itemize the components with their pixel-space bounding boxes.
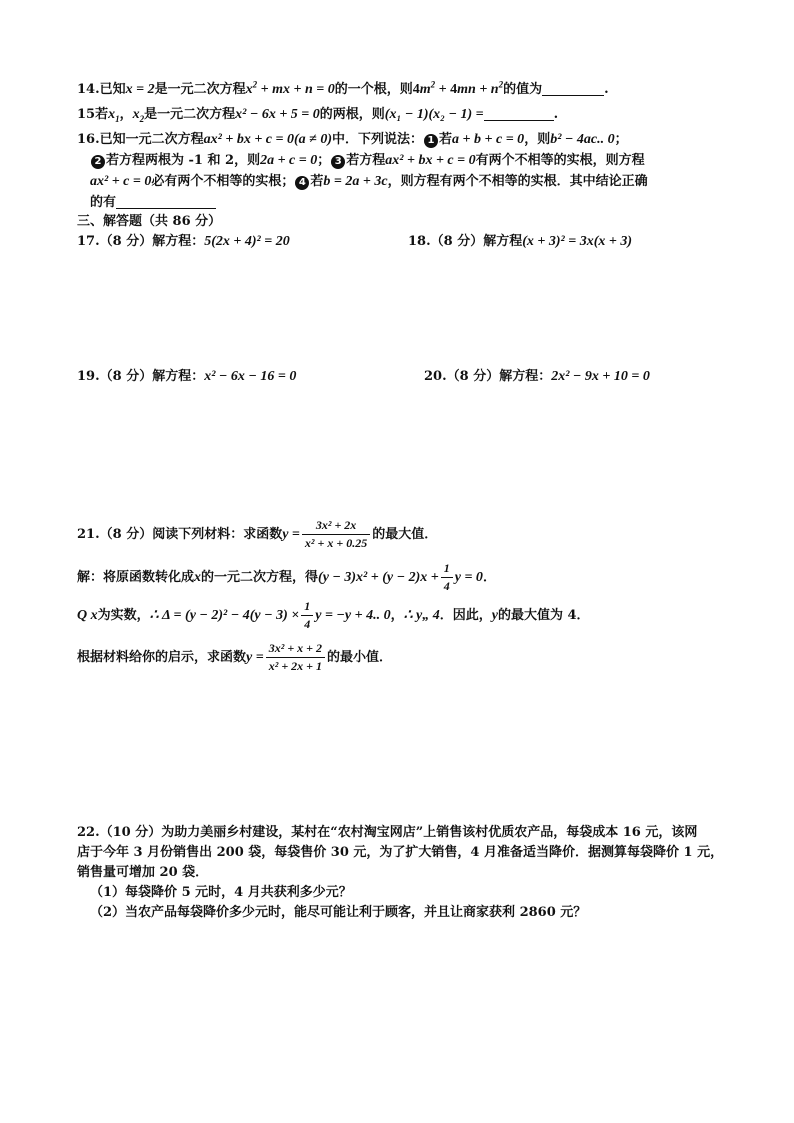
section-heading: 三、解答题（共 86 分） — [77, 214, 222, 229]
math-expression: ∴ Δ = (y − 2)² − 4(y − 3) × — [149, 608, 300, 623]
math-expression: ax² + bx + c = 0(a ≠ 0) — [203, 132, 332, 147]
math-expression: b² − 4ac.. 0 — [550, 132, 615, 147]
question-18: 18.（8 分）解方程(x + 3)² = 3x(x + 3) — [408, 234, 632, 249]
math-expression: 2a + c = 0 — [260, 153, 318, 168]
question-16-line-2: 2 若方程两根为 -1 和 2，则2a + c = 0； 3 若方程ax² + bx + c = 0有两个不相等的实根，则方程 — [90, 151, 645, 171]
question-21: 21.（8 分）阅读下列材料：求函数y = $\frac{\text{3x² + 2x}}{\text{x² + x + 0.25}}$ 的最大值． — [77, 518, 438, 550]
question-number: 14. — [77, 82, 100, 97]
circled-number-3: 3 — [331, 155, 345, 169]
math-expression: b = 2a + 3c — [323, 174, 388, 189]
math-expression: $x_2$ — [132, 107, 145, 124]
math-expression: a + b + c = 0 — [452, 132, 525, 147]
math-expression: 2x² − 9x + 10 = 0 — [551, 369, 650, 384]
math-expression: $4m^2 + 4mn + n^2$ — [412, 79, 504, 97]
fraction: $\frac{\text{3x² + x + 2}}{\text{x² + 2x + 1}}$ — [266, 641, 325, 674]
question-19: 19.（8 分）解方程：x² − 6x − 16 = 0 — [77, 369, 297, 384]
question-22-line-2: 店于今年 3 月份销售出 200 袋，每袋售价 30 元，为了扩大销售，4 月准备适当降价．据测算每袋降价 1 元， — [77, 845, 724, 860]
question-22-sub-2: （2）当农产品每袋降价多少元时，能尽可能让利于顾客，并且让商家获利 2860 元？ — [90, 905, 587, 920]
question-number: 15 — [77, 107, 96, 122]
math-expression: ax² + c = 0 — [90, 174, 152, 189]
math-expression: (x + 3)² = 3x(x + 3) — [522, 234, 632, 249]
fraction: $\frac{1}{4}$ — [301, 599, 313, 632]
math-expression: x = 2 — [125, 82, 155, 97]
question-17: 17.（8 分）解方程：5(2x + 4)² = 20 — [77, 234, 290, 249]
question-22-line-3: 销售量可增加 20 袋． — [77, 865, 209, 880]
question-number: 20. — [424, 369, 447, 384]
question-number: 17. — [77, 234, 100, 249]
question-20: 20.（8 分）解方程：2x² − 9x + 10 = 0 — [424, 369, 650, 384]
question-number: 18. — [408, 234, 431, 249]
math-expression: $x^2$ + mx + n = 0 — [245, 79, 335, 97]
question-16-line-4: 的有 — [90, 193, 216, 213]
answer-blank[interactable] — [116, 194, 216, 209]
question-21-solution-line-2: Q x为实数，∴ Δ = (y − 2)² − 4(y − 3) × $\frac{1}{4}$ y = −y + 4.. 0，∴ y„ 4．因此，y的最大值为 4． — [77, 599, 590, 631]
math-expression: x² − 6x − 16 = 0 — [204, 369, 297, 384]
math-expression: $x_1$ — [108, 107, 120, 124]
fraction: $\frac{1}{4}$ — [441, 561, 453, 594]
math-expression: x² − 6x + 5 = 0 — [235, 107, 320, 122]
question-number: 16. — [77, 132, 100, 147]
math-expression: y = −y + 4.. 0 — [315, 608, 391, 623]
question-21-solution-line-1: 解：将原函数转化成x的一元二次方程，得(y − 3)x² + (y − 2)x + $\frac{1}{4}$ y = 0． — [77, 561, 496, 593]
math-expression: y = 0 — [454, 570, 483, 585]
circled-number-4: 4 — [295, 176, 309, 190]
question-number: 19. — [77, 369, 100, 384]
math-expression: ∴ y„ 4 — [403, 608, 440, 623]
answer-blank[interactable] — [542, 81, 604, 96]
question-number: 22. — [77, 825, 100, 840]
answer-blank[interactable] — [484, 106, 554, 121]
math-expression: (y − 3)x² + (y − 2)x + — [318, 570, 439, 585]
circled-number-1: 1 — [424, 134, 438, 148]
question-16-line-1: 16.已知一元二次方程ax² + bx + c = 0(a ≠ 0)中．下列说法： 1 若a + b + c = 0，则b² − 4ac.. 0； — [77, 132, 628, 147]
math-expression: ax² + bx + c = 0 — [385, 153, 476, 168]
circled-number-2: 2 — [91, 155, 105, 169]
math-expression: (x₁ − 1)(x₂ − 1) = — [384, 107, 484, 122]
question-14: 14.已知x = 2是一元二次方程$x^2$ + mx + n = 0的一个根，则$4m^2 + 4mn + n^2$的值为 . — [77, 79, 609, 97]
question-16-line-3: ax² + c = 0必有两个不相等的实根； 4 若b = 2a + 3c，则方程有两个不相等的实根．其中结论正确 — [90, 174, 648, 189]
question-22-line-1: 22.（10 分）为助力美丽乡村建设，某村在“农村淘宝网店”上销售该村优质农产品，每袋成本 16 元，该网 — [77, 825, 698, 840]
math-expression: 5(2x + 4)² = 20 — [204, 234, 290, 249]
fraction: $\frac{\text{3x² + 2x}}{\text{x² + x + 0.25}}$ — [302, 518, 370, 551]
question-15: 15若$x_1$，$x_2$是一元二次方程x² − 6x + 5 = 0的两根，则(x₁ − 1)(x₂ − 1) = . — [77, 107, 559, 124]
question-number: 21. — [77, 527, 100, 542]
question-22-sub-1: （1）每袋降价 5 元时，4 月共获利多少元？ — [90, 885, 352, 900]
question-21-task: 根据材料给你的启示，求函数y = $\frac{\text{3x² + x + 2}}{\text{x² + 2x + 1}}$ 的最小值． — [77, 641, 393, 673]
